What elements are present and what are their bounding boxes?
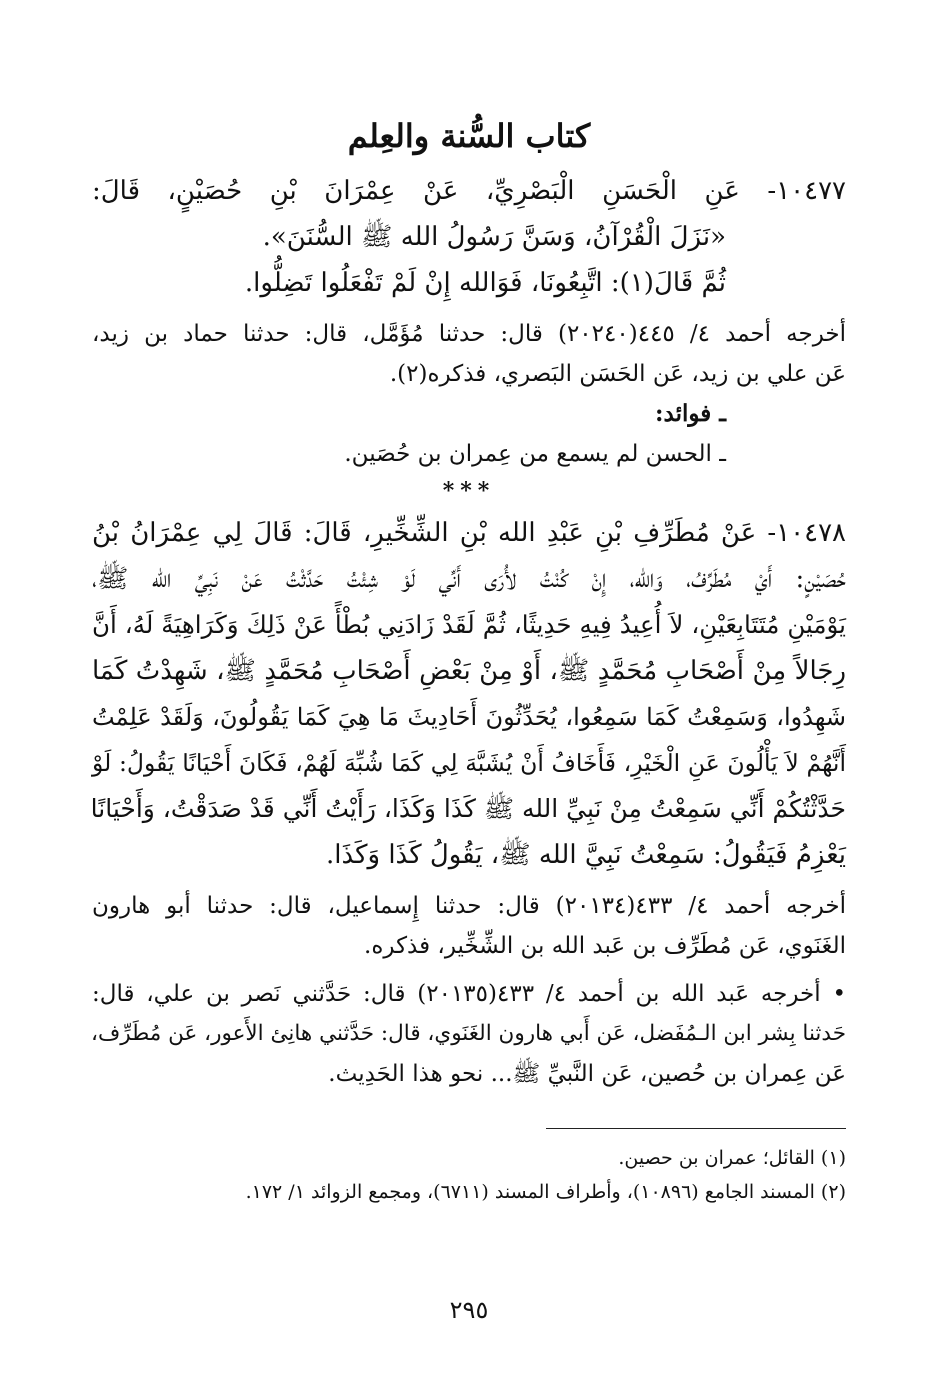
hadith-line: «نَزَلَ الْقُرْآنُ، وَسَنَّ رَسُولُ الله ﷺ السُّنَنَ». bbox=[262, 222, 726, 252]
hadith-line: ١٠٤٧٧- عَنِ الْحَسَنِ الْبَصْرِيِّ، عَنْ عِمْرَانَ بْنِ حُصَيْنٍ، قَالَ: bbox=[92, 176, 846, 206]
footnotes bbox=[92, 1141, 846, 1209]
chapter-title: كتاب السُّنة والعِلم bbox=[347, 117, 591, 155]
hadith-10477 bbox=[92, 168, 846, 306]
source-line: • أخرجه عَبد الله بن أحمد ٤/ ٤٣٣(٢٠١٣٥) قال: حَدَّثني نَصر بن علي، قال: bbox=[92, 981, 847, 1007]
hadith-line: رِجَالاً مِنْ أَصْحَابِ مُحَمَّدٍ ﷺ، أَوْ مِنْ بَعْضِ أَصْحَابِ مُحَمَّدٍ ﷺ، شَهِدْتُ كَمَا bbox=[92, 656, 846, 686]
footnote: (٢) المسند الجامع (١٠٨٩٦)، وأطراف المسند (٦٧١١)، ومجمع الزوائد ١/ ١٧٢. bbox=[245, 1181, 846, 1203]
hadith-line: يَوْمَيْنِ مُتَتَابِعَيْنِ، لاَ أُعِيدُ فِيهِ حَدِيثًا، ثُمَّ لَقَدْ زَادَنِي بُطْأً عَنْ ذَلِكَ وَكَرَاهِيَةً لَهُ، أَنَّ bbox=[92, 610, 846, 639]
hadith-10478-source-2 bbox=[92, 974, 846, 1094]
page-number: ٢٩٥ bbox=[449, 1296, 489, 1324]
source-line: عَن عِمران بن حُصين، عَن النَّبيِّ ﷺ... نحو هذا الحَدِيث. bbox=[328, 1061, 846, 1087]
section-separator: *** bbox=[442, 478, 496, 504]
source-line: أخرجه أحمد ٤/ ٤٤٥(٢٠٢٤٠) قال: حدثنا مُؤَمَّل، قال: حدثنا حماد بن زيد، bbox=[92, 321, 846, 347]
fawaid-item: ـ الحسن لم يسمع من عِمران بن حُصَين. bbox=[344, 441, 726, 467]
hadith-10477-source bbox=[92, 314, 846, 394]
hadith-line: حُصَيْنٍ: أَيْ مُطَرِّفُ، وَالله، إِنْ كُنْتُ لأُرَى أَنِّي لَوْ شِئْتُ حَدَّثْتُ عَنْ نَبِيِّ الله ﷺ، bbox=[92, 564, 846, 594]
hadith-line: ثُمَّ قَالَ(١): اتَّبِعُونَا، فَوَالله إِنْ لَمْ تَفْعَلُوا تَضِلُّوا. bbox=[244, 268, 726, 298]
hadith-10478-source bbox=[92, 886, 846, 966]
source-line: عَن علي بن زيد، عَن الحَسَن البَصري، فذكره(٢). bbox=[389, 361, 846, 387]
source-line: الغَنَوي، عَن مُطَرِّف بن عَبد الله بن الشِّخِّير، فذكره. bbox=[364, 933, 846, 959]
footnote-divider bbox=[546, 1128, 846, 1129]
hadith-line: يَعْزِمُ فَيَقُولُ: سَمِعْتُ نَبِيَّ الله ﷺ، يَقُولُ كَذَا وَكَذَا. bbox=[325, 840, 846, 870]
hadith-line: حَدَّثْتُكُمْ أَنِّي سَمِعْتُ مِنْ نَبِيِّ الله ﷺ كَذَا وَكَذَا، رَأَيْتُ أَنِّي قَدْ صَدَقْتُ، وَأَحْيَانًا bbox=[90, 794, 846, 823]
hadith-10478 bbox=[92, 510, 846, 878]
fawaid-heading: ـ فوائد: bbox=[655, 400, 726, 427]
hadith-line: ١٠٤٧٨- عَنْ مُطَرِّفِ بْنِ عَبْدِ الله بْنِ الشِّخِّيرِ، قَالَ: قَالَ لِي عِمْرَانُ بْنُ bbox=[92, 518, 846, 548]
source-line: حَدثنا بِشر ابن الـمُفَضل، عَن أَبي هارون الغَنَوي، قال: حَدَّثني هانِئ الأَعور، عَن مُطَرِّف، bbox=[91, 1021, 846, 1046]
hadith-line: أَنَّهُمْ لاَ يَأْلُونَ عَنِ الْخَيْرِ، فَأَخَافُ أَنْ يُشَبَّهَ لِي كَمَا شُبِّهَ لَهُمْ، فَكَانَ أَحْيَانًا يَقُولُ: لَوْ bbox=[92, 749, 846, 777]
footnote: (١) القائل؛ عمران بن حصين. bbox=[618, 1147, 846, 1169]
fawaid-section bbox=[92, 394, 846, 474]
hadith-line: شَهِدُوا، وَسَمِعْتُ كَمَا سَمِعُوا، يُحَدِّثُونَ أَحَادِيثَ مَا هِيَ كَمَا يَقُولُونَ، وَلَقَدْ عَلِمْتُ bbox=[92, 703, 846, 731]
source-line: أخرجه أحمد ٤/ ٤٣٣(٢٠١٣٤) قال: حدثنا إِسماعيل، قال: حدثنا أبو هارون bbox=[92, 893, 846, 919]
